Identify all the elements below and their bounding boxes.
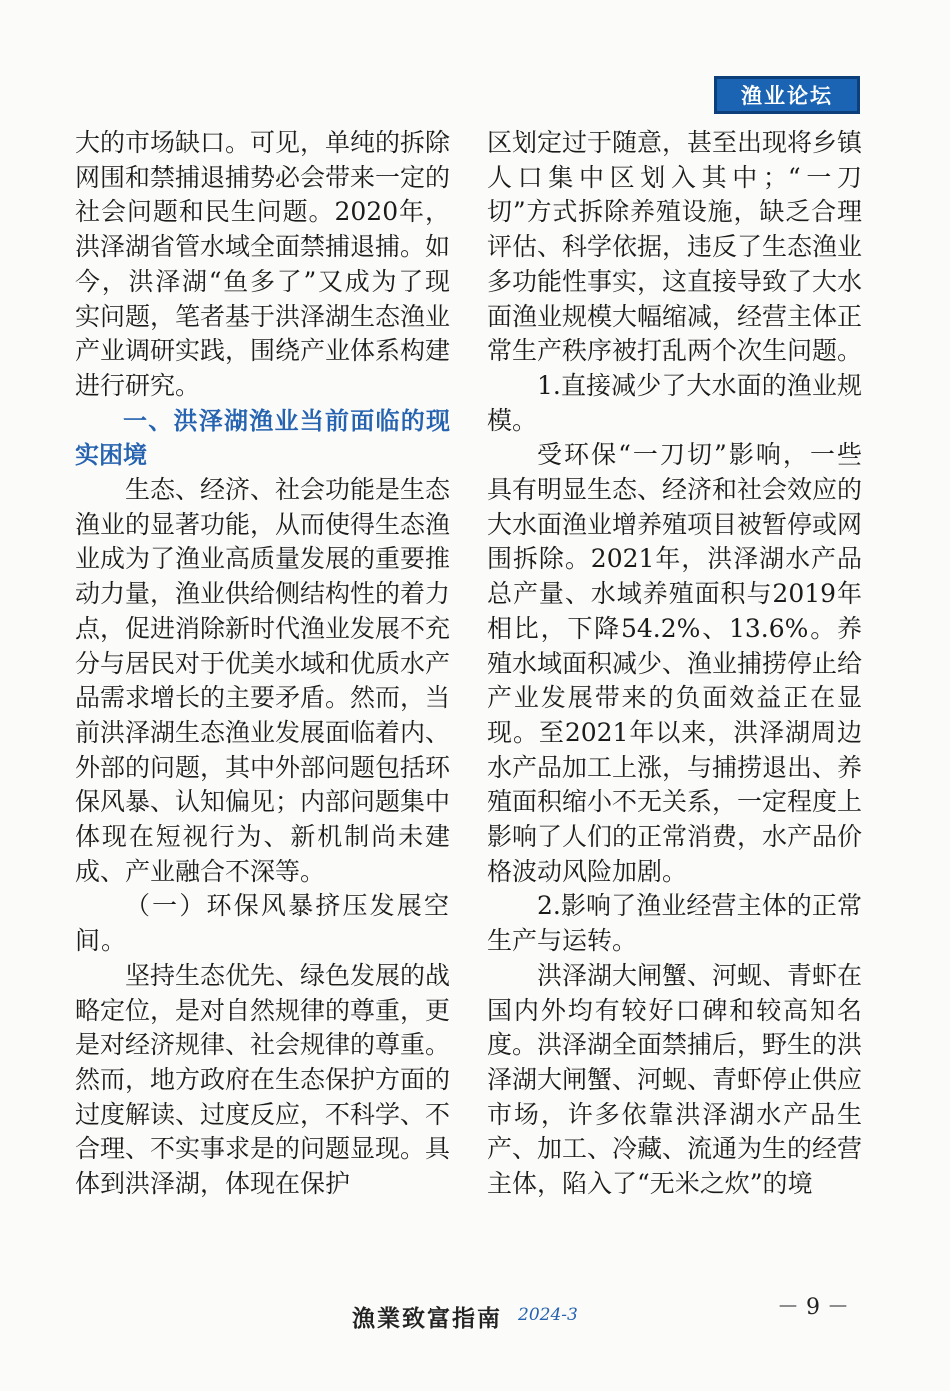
right-column xyxy=(487,126,862,1202)
issue-number: 2024-3 xyxy=(518,1305,578,1325)
column-tag xyxy=(714,76,860,114)
journal-title: 漁業致富指南 xyxy=(352,1306,502,1332)
page-number: － 9 － xyxy=(777,1295,849,1320)
subsection-heading: （一）环保风暴挤压发展空间。 xyxy=(75,891,450,956)
column-tag-text: 渔业论坛 xyxy=(741,84,833,108)
paragraph: 受环保“一刀切”影响，一些具有明显生态、经济和社会效应的大水面渔业增养殖项目被暂停或网围拆除。2021年，洪泽湖水产品总产量、水域养殖面积与2019年相比，下降54.2%、13.6%。养殖水域面积减少、渔业捕捞停止给产业发展带来的负面效益正在显现。至2021年以来，洪泽湖周边水产品加工上涨，与捕捞退出、养殖面积缩小不无关系，一定程度上影响了人们的正常消费，水产品价格波动风险加剧。 xyxy=(487,440,863,886)
paragraph: 区划定过于随意，甚至出现将乡镇人口集中区划入其中；“一刀切”方式拆除养殖设施，缺乏合理评估、科学依据，违反了生态渔业多功能性事实，这直接导致了大水面渔业规模大幅缩减，经营主体正常生产秩序被打乱两个次生问题。 xyxy=(487,128,863,366)
paragraph: 坚持生态优先、绿色发展的战略定位，是对自然规律的尊重，更是对经济规律、社会规律的尊重。然而，地方政府在生态保护方面的过度解读、过度反应，不科学、不合理、不实事求是的问题显现。具体到洪泽湖，体现在保护 xyxy=(75,960,451,1199)
numbered-item: 1.直接减少了大水面的渔业规模。 xyxy=(487,370,862,435)
left-column xyxy=(75,126,450,1202)
paragraph: 大的市场缺口。可见，单纯的拆除网围和禁捕退捕势必会带来一定的社会问题和民生问题。2020年，洪泽湖省管水域全面禁捕退捕。如今，洪泽湖“鱼多了”又成为了现实问题，笔者基于洪泽湖生态渔业产业调研实践，围绕产业体系构建进行研究。 xyxy=(75,128,451,400)
section-heading: 一、洪泽湖渔业当前面临的现实困境 xyxy=(75,406,450,470)
numbered-item: 2.影响了渔业经营主体的正常生产与运转。 xyxy=(487,891,862,956)
paragraph: 洪泽湖大闸蟹、河蚬、青虾在国内外均有较好口碑和较高知名度。洪泽湖全面禁捕后，野生的洪泽湖大闸蟹、河蚬、青虾停止供应市场，许多依靠洪泽湖水产品生产、加工、冷藏、流通为生的经营主体，陷入了“无米之炊”的境 xyxy=(487,960,863,1199)
paragraph: 生态、经济、社会功能是生态渔业的显著功能，从而使得生态渔业成为了渔业高质量发展的重要推动力量，渔业供给侧结构性的着力点，促进消除新时代渔业发展不充分与居民对于优美水域和优质水产品需求增长的主要矛盾。然而，当前洪泽湖生态渔业发展面临着内、外部的问题，其中外部问题包括环保风暴、认知偏见；内部问题集中体现在短视行为、新机制尚未建成、产业融合不深等。 xyxy=(75,475,451,886)
